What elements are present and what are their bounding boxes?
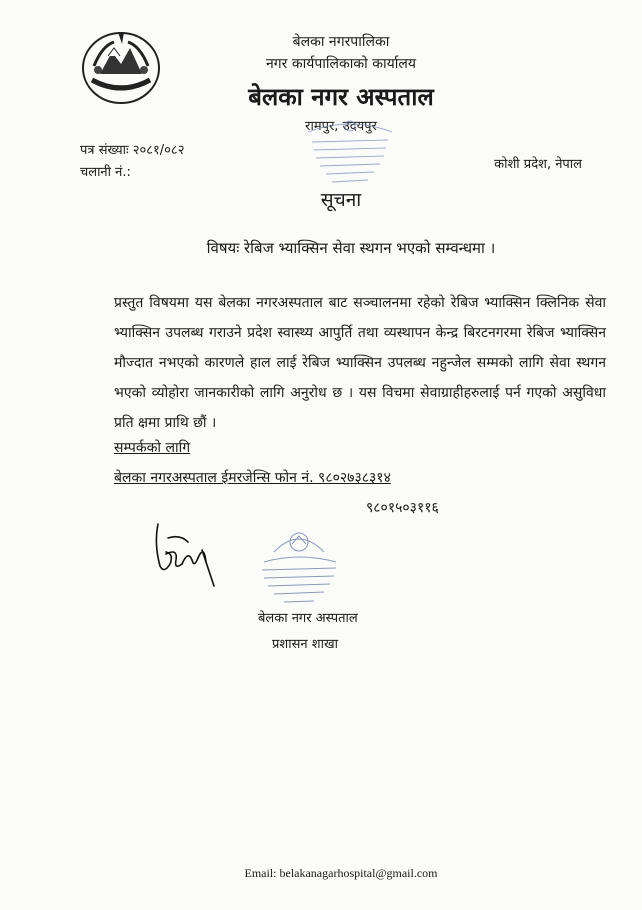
header-hospital-title: बेलका नगर अस्पताल [248, 83, 434, 111]
header-office: नगर कार्यपालिकाको कार्यालय [266, 56, 416, 72]
letter-number: पत्र संख्याः २०८१/०८२ [80, 143, 185, 158]
handwritten-signature [148, 514, 218, 588]
emergency-phone: बेलका नगरअस्पताल ईमरजेन्सि फोन नं. ९८०२७३८३१४ [114, 470, 391, 486]
signatory-organization: बेलका नगर अस्पताल [258, 611, 358, 626]
header-municipality: बेलका नगरपालिका [292, 34, 390, 50]
signatory-branch: प्रशासन शाखा [272, 637, 338, 652]
dispatch-number: चलानी नं.: [80, 165, 131, 180]
subject-line: विषयः रेबिज भ्याक्सिन सेवा स्थगन भएको सम्वन्धमा । [206, 239, 496, 257]
notice-title: सूचना [320, 189, 362, 211]
secondary-phone: ९८०१५०३११६ [366, 500, 439, 516]
contact-heading: सम्पर्कको लागि [114, 440, 191, 456]
header-address: रामपुर, उदयपुर [305, 119, 377, 134]
notice-body: प्रस्तुत विषयमा यस बेलका नगरअस्पताल बाट सञ्चालनमा रहेको रेबिज भ्याक्सिन क्लिनिक सेवा भ्याक्सिन उपलब्ध गराउने प्रदेश स्वास्थ्य आपुर्ति तथा व्यस्थापन केन्द्र बिरटनगरमा रेबिज भ्याक्सिन मौज्दात नभएको कारणले हाल लाई रेबिज भ्याक्सिन उपलब्ध नहुन्जेल सम्मको लागि सेवा स्थगन भएको व्योहोरा जानकारीको लागि अनुरोध छ । यस विचमा सेवाग्राहीहरुलाई पर्न गएको असुविधा प्रति क्षमा प्राथि छौं । [114, 295, 606, 431]
footer-email: Email: belakanagarhospital@gmail.com [244, 866, 438, 880]
province-label: कोशी प्रदेश, नेपाल [494, 157, 582, 172]
hospital-seal [254, 522, 344, 614]
office-stamp [302, 112, 398, 192]
